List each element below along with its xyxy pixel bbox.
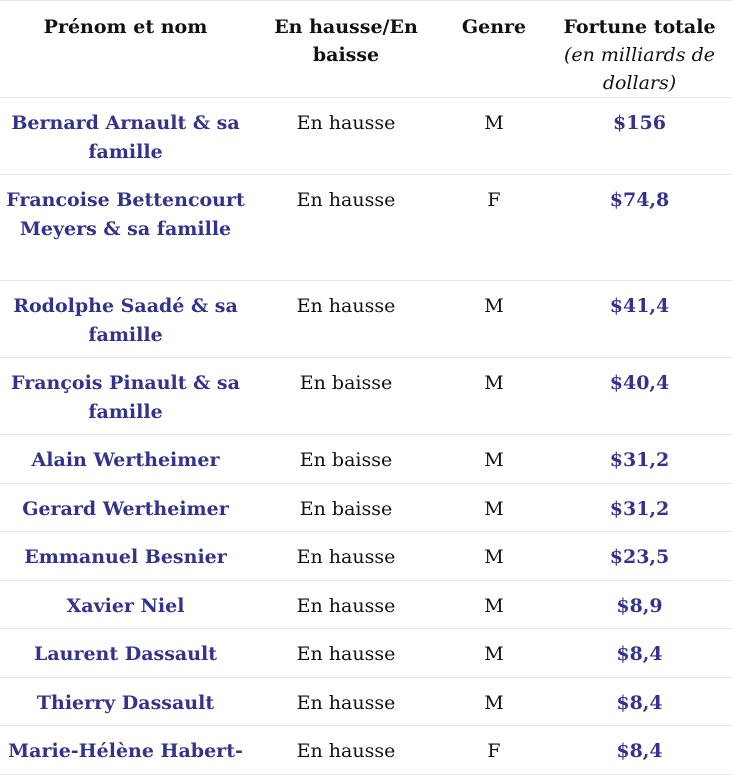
cell-trend: En baisse	[251, 435, 441, 484]
cell-genre: M	[441, 435, 547, 484]
cell-fortune: $31,2	[547, 435, 732, 484]
cell-trend: En baisse	[251, 483, 441, 532]
cell-trend: En hausse	[251, 98, 441, 175]
cell-fortune: $23,5	[547, 532, 732, 581]
cell-fortune: $8,4	[547, 629, 732, 678]
cell-trend: En hausse	[251, 281, 441, 358]
cell-genre: M	[441, 677, 547, 726]
cell-genre: F	[441, 175, 547, 281]
table-row	[0, 677, 732, 726]
cell-genre: M	[441, 580, 547, 629]
header-fortune-label: Fortune totale	[563, 16, 716, 38]
cell-fortune: $31,2	[547, 483, 732, 532]
cell-fortune: $156	[547, 98, 732, 175]
cell-name: Xavier Niel	[0, 580, 251, 629]
header-row	[0, 1, 732, 98]
table-body	[0, 98, 732, 775]
table-row	[0, 358, 732, 435]
cell-name: François Pinault & sa famille	[0, 358, 251, 435]
table-row	[0, 483, 732, 532]
cell-trend: En hausse	[251, 532, 441, 581]
cell-name: Alain Wertheimer	[0, 435, 251, 484]
cell-fortune: $41,4	[547, 281, 732, 358]
table-row	[0, 726, 732, 775]
cell-trend: En hausse	[251, 175, 441, 281]
header-fortune	[547, 1, 732, 98]
cell-genre: M	[441, 629, 547, 678]
cell-name: Marie-Hélène Habert-	[0, 726, 251, 775]
header-genre: Genre	[441, 1, 547, 98]
cell-name: Gerard Wertheimer	[0, 483, 251, 532]
cell-genre: F	[441, 726, 547, 775]
cell-trend: En hausse	[251, 726, 441, 775]
table-header	[0, 1, 732, 98]
cell-trend: En hausse	[251, 677, 441, 726]
cell-name: Laurent Dassault	[0, 629, 251, 678]
cell-fortune: $8,4	[547, 726, 732, 775]
table-row	[0, 435, 732, 484]
header-trend: En hausse/En baisse	[251, 1, 441, 98]
cell-fortune: $40,4	[547, 358, 732, 435]
cell-trend: En hausse	[251, 629, 441, 678]
table-row	[0, 580, 732, 629]
table-row	[0, 532, 732, 581]
cell-genre: M	[441, 358, 547, 435]
cell-name: Francoise Bettencourt Meyers & sa famille	[0, 175, 251, 281]
table-row	[0, 629, 732, 678]
table-row	[0, 175, 732, 281]
cell-trend: En baisse	[251, 358, 441, 435]
cell-fortune: $8,4	[547, 677, 732, 726]
header-name: Prénom et nom	[0, 1, 251, 98]
cell-trend: En hausse	[251, 580, 441, 629]
cell-genre: M	[441, 532, 547, 581]
cell-name: Thierry Dassault	[0, 677, 251, 726]
cell-name: Emmanuel Besnier	[0, 532, 251, 581]
cell-genre: M	[441, 281, 547, 358]
cell-genre: M	[441, 483, 547, 532]
cell-fortune: $74,8	[547, 175, 732, 281]
header-fortune-unit: (en milliards de dollars)	[563, 44, 716, 94]
table-row	[0, 98, 732, 175]
table-row	[0, 281, 732, 358]
cell-name: Bernard Arnault & sa famille	[0, 98, 251, 175]
cell-fortune: $8,9	[547, 580, 732, 629]
cell-name: Rodolphe Saadé & sa famille	[0, 281, 251, 358]
cell-genre: M	[441, 98, 547, 175]
